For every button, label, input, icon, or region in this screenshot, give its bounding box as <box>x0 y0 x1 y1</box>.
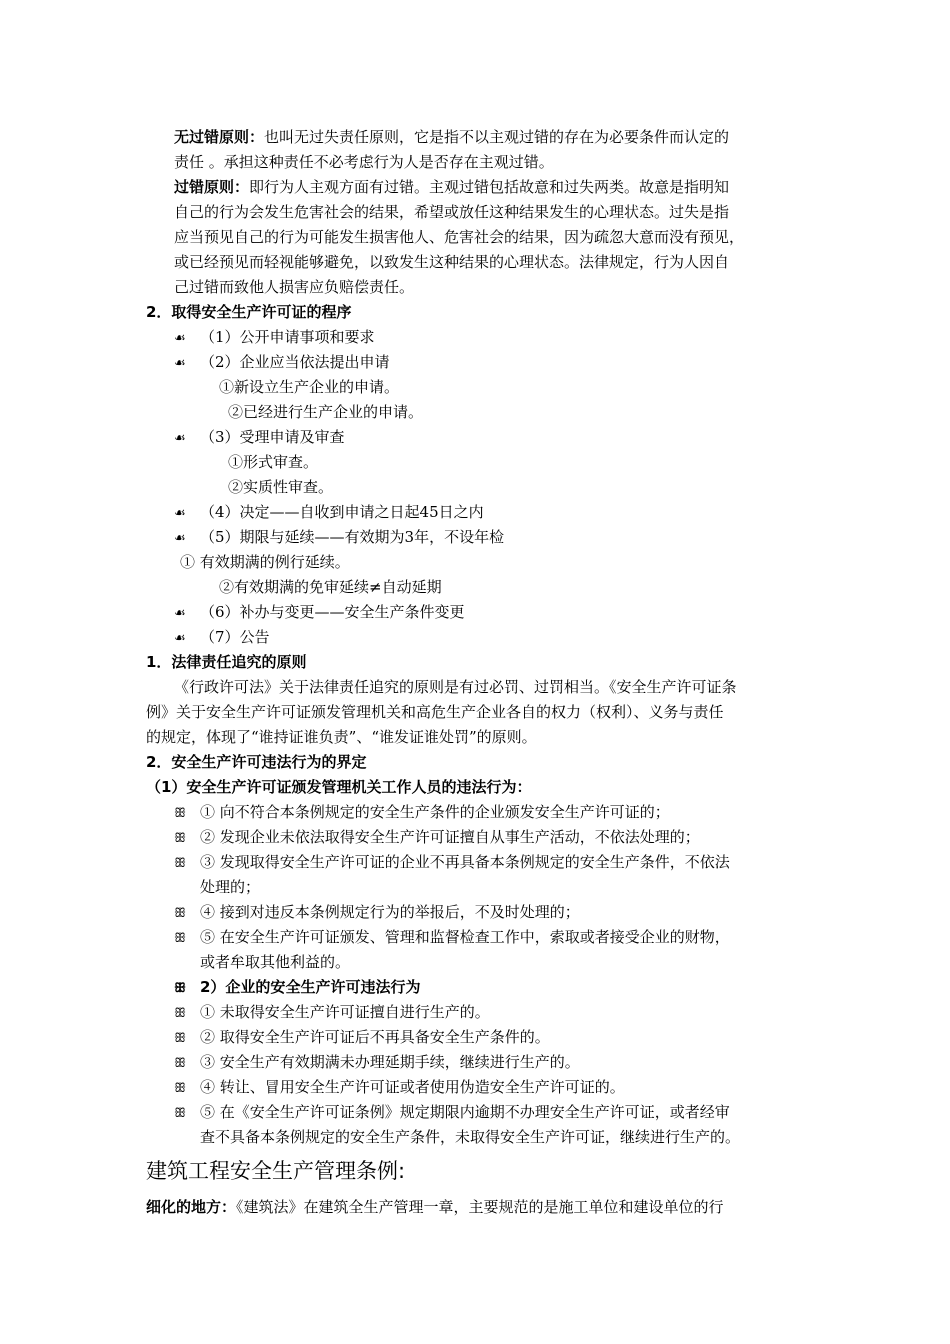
procedure-item-3a: ①形式审查。 <box>228 453 319 471</box>
procedure-item-5: ☙ （5）期限与延续——有效期为3年，不设年检 <box>174 526 504 550</box>
bullet-icon: ꕥ <box>174 1006 187 1021</box>
violation-item-b1: ꕥ ① 未取得安全生产许可证擅自进行生产的。 <box>174 1001 490 1025</box>
fault-paragraph-line5: 己过错而致他人损害应负赔偿责任。 <box>174 278 415 296</box>
violation-subheading-2: ꕥ 2）企业的安全生产许可违法行为 <box>174 976 420 1000</box>
procedure-item-3: ☙ （3）受理申请及审查 <box>174 426 345 450</box>
procedure-item-2: ☙ （2）企业应当依法提出申请 <box>174 351 390 375</box>
fault-label: 过错原则： <box>174 178 250 196</box>
liability-text-line3: 的规定，体现了“谁持证谁负责”、“谁发证谁处罚”的原则。 <box>146 728 537 746</box>
bullet-icon: ☙ <box>174 431 186 446</box>
bullet-icon: ☙ <box>174 506 186 521</box>
bullet-icon: ꕥ <box>174 1106 187 1121</box>
violation-item-a5: ꕥ ⑤ 在安全生产许可证颁发、管理和监督检查工作中，索取或者接受企业的财物， <box>174 926 730 950</box>
fault-paragraph-line4: 或已经预见而轻视能够避免，以致发生这种结果的心理状态。法律规定，行为人因自 <box>174 253 730 271</box>
violation-item-a3-cont: 处理的； <box>200 878 261 896</box>
violation-item-b5-cont: 查不具备本条例规定的安全生产条件，未取得安全生产许可证，继续进行生产的。 <box>200 1128 741 1146</box>
refinement-text: 《建筑法》在建筑全生产管理一章，主要规范的是施工单位和建设单位的行 <box>236 1198 724 1216</box>
fault-paragraph-line2: 自己的行为会发生危害社会的结果，希望或放任这种结果发生的心理状态。过失是指 <box>174 203 730 221</box>
procedure-item-4: ☙ （4）决定——自收到申请之日起45日之内 <box>174 501 484 525</box>
violation-item-b3: ꕥ ③ 安全生产有效期满未办理延期手续，继续进行生产的。 <box>174 1051 580 1075</box>
procedure-item-1: ☙ （1）公开申请事项和要求 <box>174 326 375 350</box>
bullet-icon: ꕥ <box>174 1031 187 1046</box>
bullet-icon: ꕥ <box>174 906 187 921</box>
procedure-item-6: ☙ （6）补办与变更——安全生产条件变更 <box>174 601 465 625</box>
bullet-icon: ☙ <box>174 531 186 546</box>
refinement-label: 细化的地方： <box>146 1198 237 1216</box>
bullet-icon: ꕥ <box>174 856 187 871</box>
liability-heading: 1．法律责任追究的原则 <box>146 653 307 671</box>
violation-item-a3: ꕥ ③ 发现取得安全生产许可证的企业不再具备本条例规定的安全生产条件，不依法 <box>174 851 730 875</box>
procedure-heading: 2．取得安全生产许可证的程序 <box>146 303 352 321</box>
bullet-icon: ☙ <box>174 606 186 621</box>
regulation-heading: 建筑工程安全生产管理条例: <box>146 1159 406 1183</box>
liability-text-line2: 例》关于安全生产许可证颁发管理机关和高危生产企业各自的权力（权利）、义务与责任 <box>146 703 724 721</box>
bullet-icon: ꕥ <box>174 931 187 946</box>
procedure-item-2a: ①新设立生产企业的申请。 <box>219 378 400 396</box>
no-fault-text: 也叫无过失责任原则，它是指不以主观过错的存在为必要条件而认定的 <box>264 128 730 146</box>
bullet-icon: ꕥ <box>174 806 187 821</box>
violation-item-b2: ꕥ ② 取得安全生产许可证后不再具备安全生产条件的。 <box>174 1026 550 1050</box>
fault-paragraph-line1 <box>174 176 729 198</box>
fault-text: 即行为人主观方面有过错。主观过错包括故意和过失两类。故意是指明知 <box>249 178 730 196</box>
violation-subheading-1: （1）安全生产许可证颁发管理机关工作人员的违法行为： <box>146 778 532 796</box>
violation-item-a5-cont: 或者牟取其他利益的。 <box>200 953 351 971</box>
bullet-icon: ☙ <box>174 331 186 346</box>
fault-paragraph-line3: 应当预见自己的行为可能发生损害他人、危害社会的结果，因为疏忽大意而没有预见， <box>174 228 745 246</box>
liability-text-line1: 《行政许可法》关于法律责任追究的原则是有过必罚、过罚相当。《安全生产许可证条 <box>174 678 737 696</box>
procedure-item-7: ☙ （7）公告 <box>174 626 270 650</box>
bullet-icon: ☙ <box>174 631 186 646</box>
no-fault-paragraph-line1 <box>174 126 729 148</box>
bullet-icon: ꕥ <box>174 1081 187 1096</box>
refinement-paragraph <box>146 1196 724 1218</box>
procedure-item-5b: ②有效期满的免审延续≠自动延期 <box>219 578 442 596</box>
bullet-icon: ꕥ <box>174 1056 187 1071</box>
violation-heading: 2．安全生产许可违法行为的界定 <box>146 753 367 771</box>
no-fault-label: 无过错原则： <box>174 128 265 146</box>
bullet-icon: ☙ <box>174 356 186 371</box>
violation-item-b5: ꕥ ⑤ 在《安全生产许可证条例》规定期限内逾期不办理安全生产许可证，或者经审 <box>174 1101 730 1125</box>
bullet-icon: ꕥ <box>174 981 187 996</box>
procedure-item-3b: ②实质性审查。 <box>228 478 334 496</box>
violation-item-a1: ꕥ ① 向不符合本条例规定的安全生产条件的企业颁发安全生产许可证的； <box>174 801 670 825</box>
violation-item-a4: ꕥ ④ 接到对违反本条例规定行为的举报后，不及时处理的； <box>174 901 580 925</box>
violation-item-b4: ꕥ ④ 转让、冒用安全生产许可证或者使用伪造安全生产许可证的。 <box>174 1076 625 1100</box>
procedure-item-2b: ②已经进行生产企业的申请。 <box>228 403 424 421</box>
procedure-item-5a: ① 有效期满的例行延续。 <box>180 553 350 571</box>
violation-item-a2: ꕥ ② 发现企业未依法取得安全生产许可证擅自从事生产活动，不依法处理的； <box>174 826 700 850</box>
no-fault-paragraph-line2: 责任 。承担这种责任不必考虑行为人是否存在主观过错。 <box>174 153 554 171</box>
bullet-icon: ꕥ <box>174 831 187 846</box>
